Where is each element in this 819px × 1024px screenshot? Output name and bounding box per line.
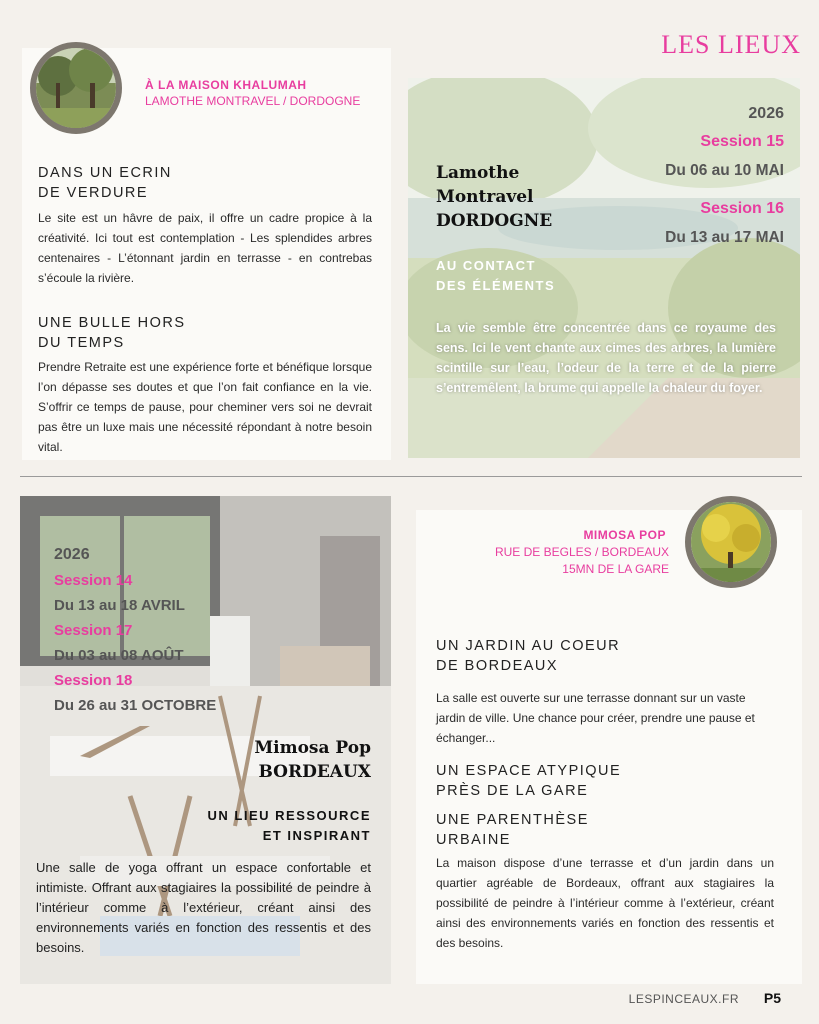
garden-photo-icon (36, 48, 116, 128)
mimosa-heading-1: UN JARDIN AU COEUR DE BORDEAUX (436, 638, 621, 674)
khalumah-heading-2: UNE BULLE HORS DU TEMPS (38, 315, 186, 351)
mimosa-description: Une salle de yoga offrant un espace confortable et intimiste. Offrant aux stagiaires la possibilité de peindre à l’intérieur comme à l’extérieur, créant ainsi des environnements variés en fonction des ressentis et des besoins. (36, 860, 371, 955)
mimosa-dates-14: Du 13 au 18 AVRIL (54, 597, 185, 614)
dordogne-description: La vie semble être concentrée dans ce royaume des sens. Ici le vent chante aux cimes des arbres, la lumière scintille sur l’eau, l’odeur de la terre et de la pierre s’entremêlent, la brume qui appelle la chaleur du foyer. (436, 321, 776, 395)
dordogne-dates-16: Du 13 au 17 MAI (665, 229, 784, 246)
khalumah-avatar (30, 42, 122, 134)
mimosa-place-title: Mimosa Pop BORDEAUX (254, 738, 371, 782)
mimosa-session-17: Session 17 (54, 622, 133, 639)
mimosa-heading-3: UNE PARENTHÈSE URBAINE (436, 812, 589, 848)
khalumah-name: À LA MAISON KHALUMAH (145, 78, 307, 92)
dordogne-tagline: AU CONTACT DES ÉLÉMENTS (436, 258, 556, 293)
dordogne-year: 2026 (748, 105, 784, 122)
page-number: P5 (763, 990, 781, 1006)
mimosa-tagline: UN LIEU RESSOURCE ET INSPIRANT (207, 808, 371, 843)
mimosa-photo-card (20, 496, 391, 984)
khalumah-heading-1: DANS UN ECRIN DE VERDURE (38, 165, 172, 201)
mimosa-tree-icon (691, 502, 771, 582)
mimosa-avatar (685, 496, 777, 588)
mimosa-dates-18: Du 26 au 31 OCTOBRE (54, 697, 217, 714)
footer-url[interactable]: LESPINCEAUX.FR (628, 992, 739, 1006)
mimosa-heading-2: UN ESPACE ATYPIQUE PRÈS DE LA GARE (436, 763, 622, 799)
dordogne-dates-15: Du 06 au 10 MAI (665, 162, 784, 179)
dordogne-photo-card (408, 78, 800, 458)
khalumah-paragraph-1: Le site est un hâvre de paix, il offre un cadre propice à la créativité. Ici tout est contemplation - Les splendides arbres centenaires - L’étonnant jardin en terrasse - en contrebas s’écoule la rivière. (38, 211, 372, 285)
dordogne-place-title: Lamothe Montravel DORDOGNE (436, 163, 553, 231)
section-divider (20, 476, 802, 477)
khalumah-location: LAMOTHE MONTRAVEL / DORDOGNE (145, 94, 361, 108)
dordogne-session-16: Session 16 (700, 200, 784, 217)
mimosa-name: MIMOSA POP (583, 528, 666, 542)
mimosa-dates-17: Du 03 au 08 AOÛT (54, 647, 184, 664)
mimosa-paragraph-1: La salle est ouverte sur une terrasse donnant sur un vaste jardin de ville. Une chance pour créer, prendre une pause et échanger... (436, 691, 755, 745)
mimosa-session-18: Session 18 (54, 672, 133, 689)
page-title: LES LIEUX (661, 30, 801, 59)
mimosa-session-14: Session 14 (54, 572, 133, 589)
dordogne-session-15: Session 15 (700, 133, 784, 150)
mimosa-location: RUE DE BEGLES / BORDEAUX 15MN DE LA GARE (494, 545, 669, 576)
mimosa-paragraph-2: La maison dispose d’une terrasse et d’un jardin dans un quartier agréable de Bordeaux, offrant aux stagiaires la possibilité de peindre à l’intérieur comme à l’extérieur, créant ainsi des environnements variés en fonction des ressentis et des besoins. (436, 856, 774, 950)
mimosa-year: 2026 (54, 546, 90, 563)
khalumah-paragraph-2: Prendre Retraite est une expérience forte et bénéfique lorsque l’on dépasse ses doutes et que l’on fait confiance en la vie. S’offrir ce temps de pause, pour cheminer vers soi ne devrait pas être un luxe mais une nécessité répondant à notre besoin vital. (38, 360, 372, 454)
